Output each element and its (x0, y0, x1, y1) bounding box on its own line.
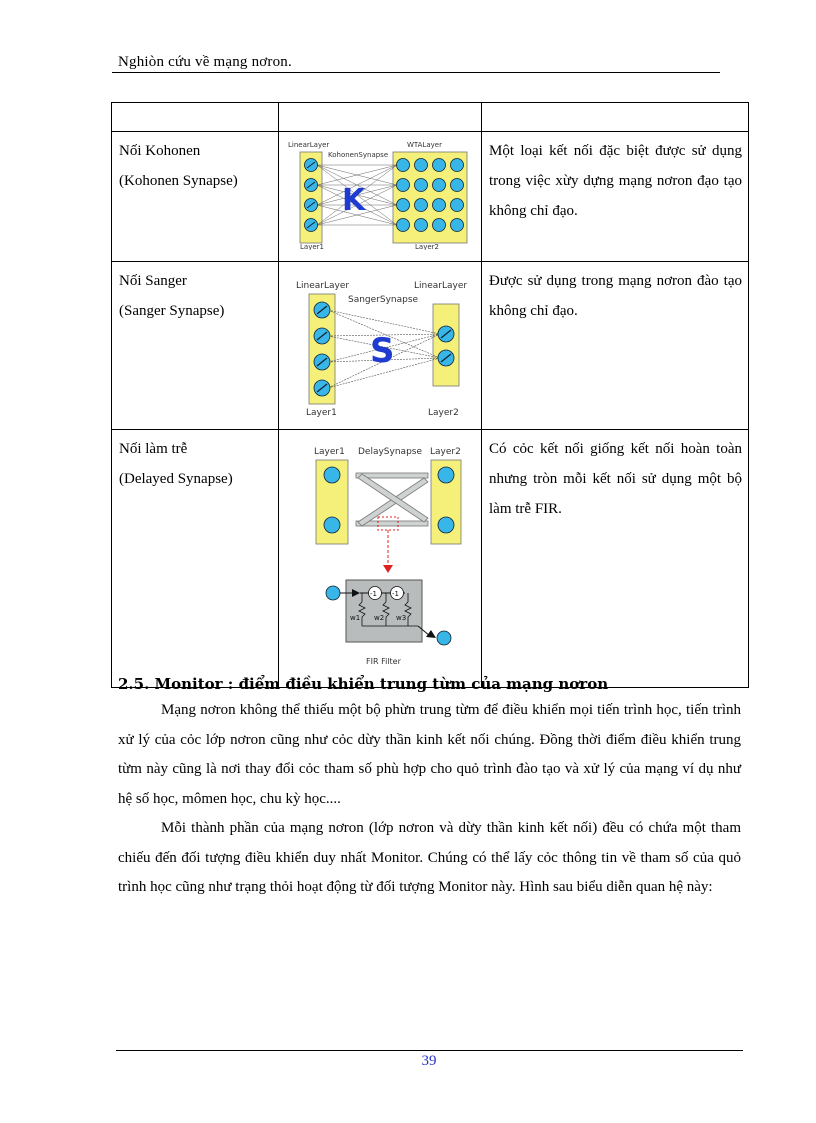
left-layer-label: LinearLayer (288, 141, 330, 149)
table-row (112, 262, 749, 430)
synapse-name: Nối làm trễ (119, 441, 188, 457)
synapse-subtitle: (Sanger Synapse) (119, 303, 225, 319)
right-layer-label: WTALayer (407, 141, 442, 149)
synapse-description-cell: Một loại kết nối đặc biệt được sử dụng trong việc xừy dựng mạng nơron đạo tạo không chỉ đạo. (482, 132, 749, 262)
synapse-name-cell (112, 132, 279, 262)
synapse-name-cell (112, 262, 279, 430)
table-cell (482, 103, 749, 132)
table-row (112, 132, 749, 262)
right-layer-caption: Layer2 (428, 408, 459, 418)
right-layer-label: LinearLayer (414, 281, 468, 291)
synapse-label: KohonenSynapse (328, 151, 389, 159)
right-layer-caption: Layer2 (415, 243, 439, 250)
synapse-subtitle: (Kohonen Synapse) (119, 173, 238, 189)
table-cell (112, 103, 279, 132)
left-layer-label: LinearLayer (296, 281, 350, 291)
right-layer-box (433, 304, 459, 386)
synapse-figure-cell (279, 430, 482, 688)
body-paragraph: Mạng nơron không thể thiếu một bộ phừn trung từm để điều khiển mọi tiến trình học, tiến trình xử lý của cỏc lớp nơron cũng như cỏc dừy thần kinh kết nối chúng. Đồng thời điểm điều khiển trung từm này cũng là nơi thay đổi cỏc tham số phù hợp cho quỏ trình đào tạo và xử lý của mạng ví dụ như hệ số học, mômen học, chu kỳ học.... (118, 702, 741, 807)
synapse-figure-cell (279, 132, 482, 262)
left-layer-label: Layer1 (314, 447, 345, 457)
sanger-synapse-diagram (280, 262, 480, 418)
fir-filter-box (346, 580, 422, 642)
footer-rule (116, 1050, 743, 1051)
section-heading: 2.5. Monitor : điểm điều khiển trung từm của mạng nơron (118, 675, 609, 693)
synapse-table (111, 102, 749, 688)
synapse-name-cell (112, 430, 279, 688)
table-row (112, 430, 749, 688)
synapse-symbol: K (342, 183, 366, 218)
header-rule (112, 72, 720, 73)
table-row (112, 103, 749, 132)
kohonen-synapse-diagram (280, 132, 480, 250)
filter-output-neuron (437, 631, 451, 645)
delay-value: -1 (370, 590, 377, 598)
synapse-name: Nối Kohonen (119, 143, 201, 159)
left-layer-caption: Layer1 (300, 243, 324, 250)
synapse-description-cell: Được sử dụng trong mạng nơron đào tạo không chỉ đạo. (482, 262, 749, 430)
weight-label: w3 (396, 614, 407, 622)
zoom-arrow-head (383, 565, 393, 573)
table-cell (279, 103, 482, 132)
right-layer-label: Layer2 (430, 447, 461, 457)
fir-filter-caption: FIR Filter (366, 657, 401, 666)
delay-value: -1 (392, 590, 399, 598)
delay-connections (356, 473, 428, 526)
body-paragraph: Mỗi thành phần của mạng nơron (lớp nơron và dừy thần kinh kết nối) đều có chứa một tham chiếu đến đối tượng điều khiển duy nhất Monitor. Chúng có thể lấy cỏc thông tin về tham số của quỏ trình học cũng như trạng thỏi hoạt động từ đối tượng Monitor này. Hình sau biểu diễn quan hệ này: (118, 820, 741, 895)
left-layer-caption: Layer1 (306, 408, 337, 418)
synapse-label: SangerSynapse (348, 295, 419, 305)
weight-label: w1 (350, 614, 361, 622)
synapse-name: Nối Sanger (119, 273, 187, 289)
synapse-label: DelaySynapse (358, 447, 423, 457)
synapse-subtitle: (Delayed Synapse) (119, 471, 233, 487)
synapse-description-cell: Có cỏc kết nối giống kết nối hoàn toàn nhưng tròn mỗi kết nối sử dụng một bộ làm trễ FIR. (482, 430, 749, 688)
page-number: 39 (421, 1053, 437, 1069)
running-header: Nghiòn cứu về mạng nơron. (118, 54, 292, 70)
delayed-synapse-diagram (280, 430, 480, 676)
filter-input-neuron (326, 586, 340, 600)
synapse-figure-cell (279, 262, 482, 430)
synapse-symbol: S (370, 331, 395, 371)
weight-label: w2 (374, 614, 385, 622)
